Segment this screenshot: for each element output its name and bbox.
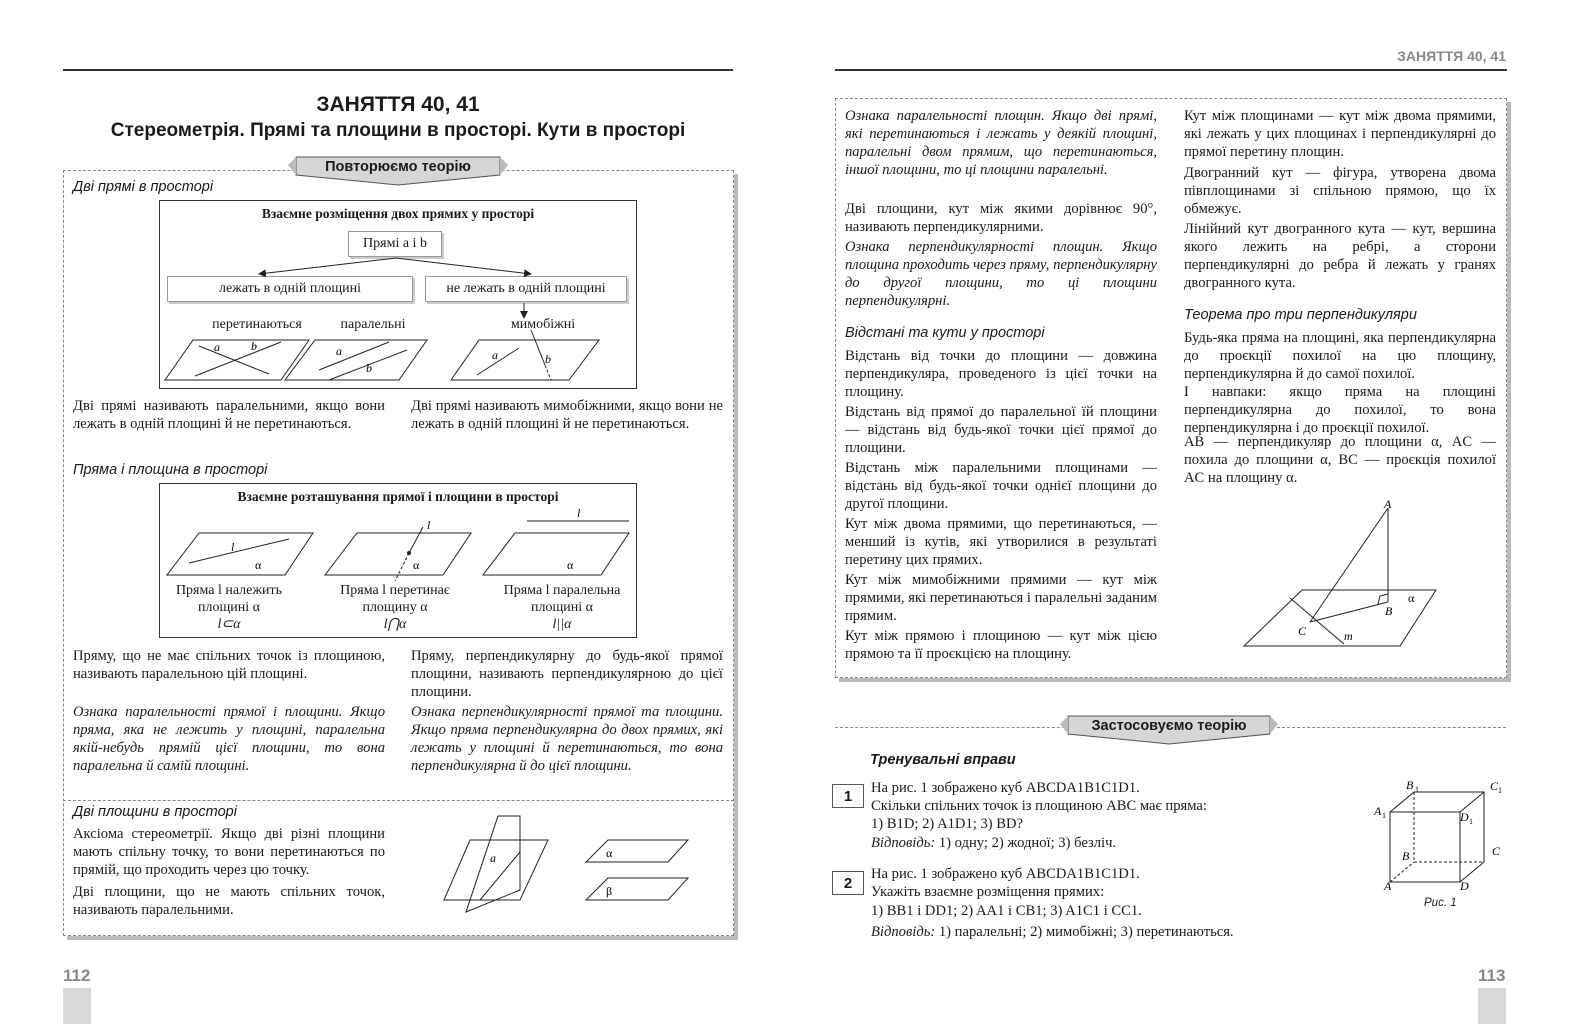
text-parallel-criterion: Ознака паралельності прямої і площини. Якщо пряма, яка не лежить у площині, паралельна якій-небудь прямій цієї площини, то вона паралельна й самій площині. (73, 704, 385, 774)
text-dist-point-plane: Відстань від точки до площини — довжина перпендикуляра, проведеного із цієї точки на площину. (845, 348, 1157, 400)
exercise-1-line2: Скільки спільних точок із площиною ABC має пряма: (871, 798, 1207, 814)
text-parallel-lines: Дві прямі називають паралельними, якщо вони лежать в одній площині й не перетинаються. (73, 398, 385, 432)
exercise-2-line2: Укажіть взаємне розміщення прямих: (871, 884, 1105, 900)
text-perp-planes-def: Дві площини, кут між якими дорівнює 90°, називають перпендикулярними. (845, 201, 1157, 235)
svg-text:B: B (1385, 604, 1393, 618)
text-dist-planes: Відстань між паралельними площинами — відстань від будь-якої точки однієї площини до другої площини. (845, 460, 1157, 512)
text-perp-planes-criterion: Ознака перпендикулярності площин. Якщо площина проходить через пряму, перпендикулярну до другої площини, то ці площини перпендикулярні. (845, 239, 1157, 309)
text-three-perp-2: І навпаки: якщо пряма на площині перпендикулярна до похилої, то вона перпендикулярна і до проєкції похилої. (1184, 384, 1496, 436)
answer-text: 1) паралельні; 2) мимобіжні; 3) перетинаються. (938, 924, 1234, 940)
svg-text:C: C (1490, 779, 1499, 793)
svg-text:α: α (567, 558, 574, 572)
svg-text:C: C (1492, 844, 1501, 858)
svg-text:b: b (251, 339, 257, 353)
caption-3-c: l||α (552, 617, 572, 632)
root-node: Прямі a і b (348, 231, 442, 257)
running-header: ЗАНЯТТЯ 40, 41 (1397, 48, 1506, 64)
text-angle-lines: Кут між двома прямими, що перетинаються, — менший із кутів, які утворилися в результаті перетину цих прямих. (845, 516, 1157, 568)
apply-divider-left (835, 727, 1065, 728)
svg-text:D: D (1460, 810, 1469, 824)
exercise-1-line1: На рис. 1 зображено куб ABCDA1B1C1D1. (871, 780, 1140, 796)
exercise-2-badge: 2 (832, 871, 864, 895)
top-rule-left (63, 69, 733, 71)
text-perp-criterion: Ознака перпендикулярності прямої та площини. Якщо пряма перпендикулярна до двох прямих, які лежать у площині й перетинаються, то вона перпендикулярна й до цієї площини. (411, 704, 723, 774)
svg-text:β: β (606, 884, 613, 898)
svg-text:α: α (606, 846, 613, 860)
svg-text:b: b (545, 352, 551, 366)
text-three-perp-3: AB — перпендикуляр до площини α, AC — похила до площини α, BC — проєкція похилої AC на площину α. (1184, 434, 1496, 486)
text-parallel-line-plane: Пряму, що не має спільних точок із площиною, називають паралельною цій площині. (73, 648, 385, 682)
section-heading-two-planes: Дві площини в просторі (73, 804, 237, 820)
three-perp-figure (1240, 498, 1440, 650)
text-dihedral: Двогранний кут — фігура, утворена двома півплощинами зі спільною прямою, що їх обмежує. (1184, 165, 1496, 217)
section-heading-two-lines: Дві прямі в просторі (73, 179, 214, 195)
svg-text:l: l (577, 506, 581, 520)
page-number-left: 112 (63, 966, 91, 985)
svg-text:m: m (1344, 629, 1353, 643)
caption-2-a: Пряма l перетинає (340, 583, 450, 598)
training-heading: Тренувальні вправи (870, 752, 1016, 768)
exercise-2-answer (871, 923, 1341, 941)
branch-left-node: лежать в одній площині (167, 276, 413, 302)
caption-line-in-plane (160, 582, 298, 633)
svg-text:a: a (214, 340, 220, 354)
svg-text:1: 1 (1469, 817, 1473, 826)
svg-text:A: A (1374, 804, 1382, 818)
svg-text:A: A (1384, 879, 1392, 893)
cube-figure (1370, 778, 1510, 898)
answer-label: Відповідь: (871, 924, 936, 940)
svg-text:B: B (1402, 849, 1410, 863)
text-three-perp-1: Будь-яка пряма на площині, яка перпендикулярна до проєкції похилої на цю площину, перпендикулярна й до самої похилої. (1184, 330, 1496, 382)
text-parallel-planes-criterion: Ознака паралельності площин. Якщо дві прямі, які перетинаються і лежать у деякій площині, паралельні двом прямим, що перетинаються, іншої площини, то ці площини паралельні. (845, 108, 1157, 178)
lesson-subtitle: Стереометрія. Прямі та площини в просторі. Кути в просторі (110, 120, 686, 141)
diagram-title-2: Взаємне розташування прямої і площини в просторі (237, 489, 559, 504)
exercise-1-line3: 1) B1D; 2) A1D1; 3) BD? (871, 816, 1024, 832)
page-tab-right (1478, 988, 1506, 1024)
svg-text:a: a (336, 344, 342, 358)
caption-1-b: площині α (198, 600, 260, 615)
text-angle-planes: Кут між площинами — кут між двома прямими, які лежать у цих площинах і перпендикулярні до прямої перетину площин. (1184, 108, 1496, 160)
svg-text:α: α (413, 558, 420, 572)
tree-arrows (159, 200, 637, 389)
svg-text:α: α (1408, 591, 1415, 605)
figure-caption: Рис. 1 (1424, 897, 1457, 909)
exercise-2-line1: На рис. 1 зображено куб ABCDA1B1C1D1. (871, 866, 1140, 882)
section-heading-three-perp: Теорема про три перпендикуляри (1184, 307, 1417, 323)
svg-text:a: a (490, 851, 496, 865)
caption-1-c: l⊂α (217, 617, 241, 632)
svg-text:b: b (366, 361, 372, 375)
caption-1-a: Пряма l належить (175, 583, 283, 598)
section-heading-distances: Відстані та кути у просторі (845, 325, 1045, 341)
text-skew-lines: Дві прямі називають мимобіжними, якщо вони не лежать в одній площині й не перетинаються. (411, 398, 723, 432)
text-angle-skew: Кут між мимобіжними прямими — кут між прямими, які перетинаються і паралельні заданим прямим. (845, 572, 1157, 624)
svg-text:A: A (1384, 497, 1392, 511)
divider (63, 800, 734, 801)
svg-text:l: l (427, 518, 431, 532)
lesson-title: ЗАНЯТТЯ 40, 41 (316, 93, 480, 116)
apply-divider-right (1272, 727, 1506, 728)
caption-line-intersects (322, 582, 468, 633)
page-tab-left (63, 988, 91, 1024)
svg-text:C: C (1298, 624, 1307, 638)
svg-text:D: D (1460, 879, 1469, 893)
svg-text:1: 1 (1382, 811, 1386, 820)
leaf-skew: мимобіжні (510, 317, 576, 332)
top-rule-right (835, 69, 1507, 71)
caption-2-c: l⋂α (383, 617, 407, 632)
caption-3-b: площині α (531, 600, 593, 615)
caption-line-parallel (488, 582, 636, 633)
svg-text:1: 1 (1415, 785, 1419, 794)
two-planes-figure (440, 812, 700, 922)
banner-label: Повторюємо теорію (325, 159, 471, 175)
text-axiom: Аксіома стереометрії. Якщо дві різні площини мають спільну точку, то вони перетинаються по прямій, що проходить через цю точку. (73, 826, 385, 878)
leaf-parallel: паралельні (340, 317, 406, 332)
svg-text:l: l (231, 540, 235, 554)
text-angle-line-plane: Кут між прямою і площиною — кут між цією прямою та її проєкцією на площину. (845, 628, 1157, 662)
svg-text:a: a (492, 348, 498, 362)
svg-text:α: α (255, 558, 262, 572)
text-parallel-planes: Дві площини, що не мають спільних точок, називають паралельними. (73, 884, 385, 918)
branch-right-node: не лежать в одній площині (425, 276, 627, 302)
text-perp-line-plane: Пряму, перпендикулярну до будь-якої прямої площини, називають перпендикулярною до цієї площини. (411, 648, 723, 700)
exercise-2-line3: 1) BB1 і DD1; 2) AA1 і CB1; 3) A1C1 і CC1. (871, 903, 1142, 919)
caption-3-a: Пряма l паралельна (503, 583, 621, 598)
answer-label: Відповідь: (871, 835, 936, 851)
answer-text: 1) одну; 2) жодної; 3) безліч. (938, 835, 1117, 851)
leaf-intersect: перетинаються (212, 317, 302, 332)
page-number-right: 113 (1478, 966, 1506, 985)
text-dist-line-plane: Відстань від прямої до паралельної їй площини — відстань від будь-якої точки цієї прямої до площини. (845, 404, 1157, 456)
caption-2-b: площину α (362, 600, 428, 615)
text-linear-angle: Лінійний кут двогранного кута — кут, вершина якого лежить на ребрі, а сторони перпендикулярні до ребра й лежать у гранях двогранного кута. (1184, 221, 1496, 291)
apply-banner-label: Застосовуємо теорію (1091, 718, 1247, 734)
diagram-title: Взаємне розміщення двох прямих у просторі (261, 206, 535, 221)
exercise-1-answer (871, 834, 1341, 852)
svg-text:B: B (1406, 778, 1414, 792)
section-heading-line-plane: Пряма і площина в просторі (73, 462, 268, 478)
exercise-1-badge: 1 (832, 784, 864, 808)
svg-text:1: 1 (1498, 786, 1502, 795)
